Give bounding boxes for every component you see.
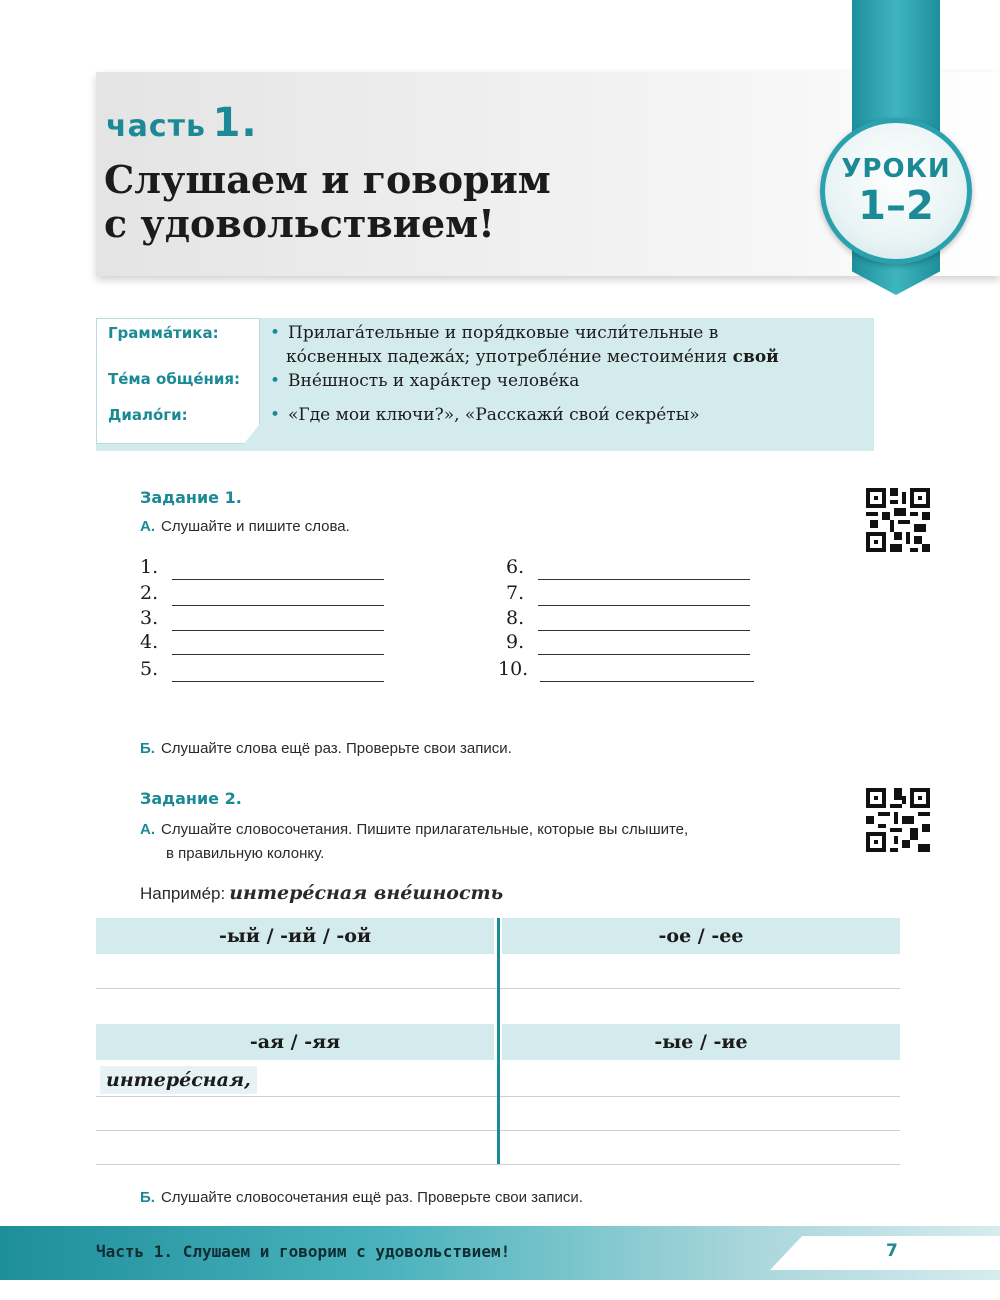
title-line-2: с удовольствием! [104, 201, 495, 246]
grammar-item [270, 321, 860, 369]
theme-label: Те́ма обще́ния: [108, 370, 241, 388]
answer-line[interactable] [538, 654, 750, 655]
badge-label: УРОКИ [841, 154, 951, 184]
page-title [104, 158, 704, 246]
answer-line[interactable] [172, 579, 384, 580]
page-number: 7 [886, 1241, 898, 1261]
blank-number: 8. [506, 607, 525, 629]
blank-number: 10. [498, 658, 529, 680]
blank-number: 2. [140, 582, 159, 604]
grammar-text-2: ко́свенных падежа́х; употребле́ние местоиме́ния [286, 347, 728, 367]
instruction-letter: А. [140, 821, 155, 838]
task-1-instruction-b [140, 737, 512, 761]
qr-code-icon[interactable] [866, 788, 930, 852]
footer-page-tab [770, 1236, 1000, 1270]
instruction-letter: Б. [140, 1189, 155, 1206]
qr-code-icon[interactable] [866, 488, 930, 552]
grammar-text-1: Прилага́тельные и поря́дковые числи́тельные в [288, 323, 719, 343]
column-header-plural: -ые / -ие [502, 1024, 900, 1060]
example-phrase: интере́сная вне́шность [229, 882, 504, 904]
column-header-neut: -ое / -ее [502, 918, 900, 954]
instruction-text: Слушайте и пишите слова. [161, 518, 350, 535]
instruction-text-2: в правильную колонку. [166, 845, 325, 862]
table-row-line [96, 1164, 900, 1165]
task-2-title: Задание 2. [140, 789, 242, 808]
dialogs-text: «Где мои ключи?», «Расскажи́ свои́ секре́ты» [288, 405, 700, 425]
example-label: Наприме́р: [140, 884, 226, 903]
task-2-instruction-a [140, 818, 688, 866]
part-label [106, 100, 258, 146]
dialogs-label: Диало́ги: [108, 406, 188, 424]
instruction-text: Слушайте словосочетания. Пишите прилагательные, которые вы слышите, [161, 821, 689, 838]
blank-number: 1. [140, 556, 159, 578]
part-number: 1. [212, 100, 258, 146]
title-line-1: Слушаем и говорим [104, 157, 551, 202]
bullet-icon: • [270, 323, 281, 343]
blank-number: 3. [140, 607, 159, 629]
dialogs-item [270, 403, 860, 427]
theme-item [270, 369, 860, 393]
instruction-text: Слушайте слова ещё раз. Проверьте свои записи. [160, 740, 512, 757]
answer-line[interactable] [538, 605, 750, 606]
blank-number: 4. [140, 631, 159, 653]
bullet-icon: • [270, 405, 281, 425]
task-2-instruction-b [140, 1186, 583, 1210]
part-word: часть [106, 109, 206, 144]
column-header-fem: -ая / -яя [96, 1024, 494, 1060]
bullet-icon: • [270, 371, 281, 391]
task-1-title: Задание 1. [140, 488, 242, 507]
table-divider [497, 918, 500, 1164]
answer-line[interactable] [172, 681, 384, 682]
instruction-letter: А. [140, 518, 155, 535]
blank-number: 6. [506, 556, 525, 578]
blank-number: 7. [506, 582, 525, 604]
answer-line[interactable] [538, 579, 750, 580]
answer-line[interactable] [538, 630, 750, 631]
answer-line[interactable] [540, 681, 754, 682]
instruction-text: Слушайте словосочетания ещё раз. Проверьте свои записи. [160, 1189, 583, 1206]
answer-line[interactable] [172, 654, 384, 655]
example-line [140, 882, 503, 904]
answer-line[interactable] [172, 605, 384, 606]
answer-line[interactable] [172, 630, 384, 631]
blank-number: 9. [506, 631, 525, 653]
table-cell-example: интере́сная, [100, 1066, 257, 1094]
instruction-letter: Б. [140, 740, 155, 757]
theme-text: Вне́шность и хара́ктер челове́ка [288, 371, 580, 391]
column-header-masc: -ый / -ий / -ой [96, 918, 494, 954]
task-1-instruction-a [140, 515, 350, 539]
grammar-label: Грамма́тика: [108, 324, 219, 342]
grammar-bold-word: свой [732, 347, 779, 367]
badge-number: 1–2 [858, 183, 934, 229]
blank-number: 5. [140, 658, 159, 680]
footer-title: Часть 1. Слушаем и говорим с удовольствием! [96, 1242, 511, 1261]
lesson-badge [820, 118, 972, 264]
